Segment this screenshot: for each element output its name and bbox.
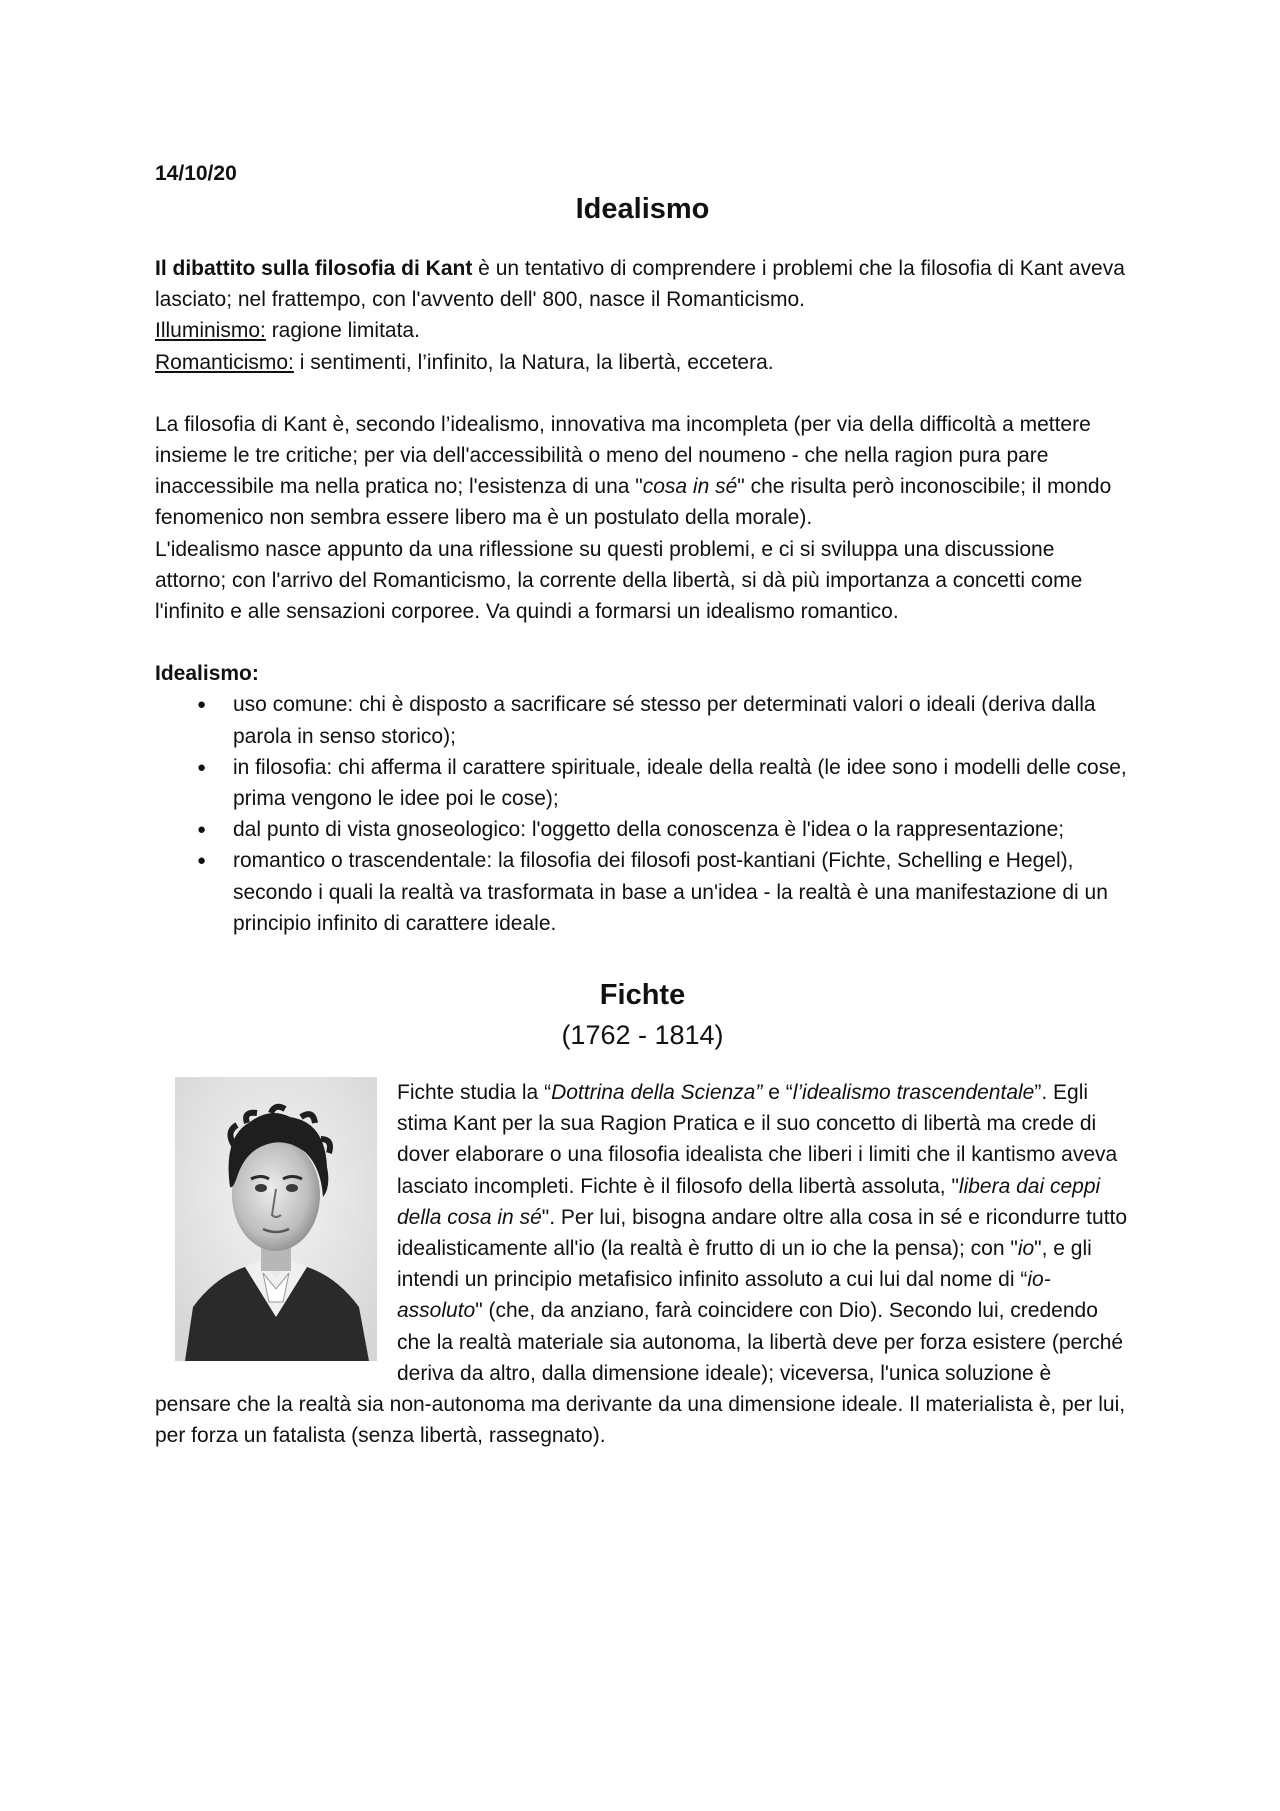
document-content	[155, 158, 1130, 1452]
idealismo-list	[155, 689, 1130, 939]
kant-text-1: La filosofia di Kant è, secondo l’idealismo, innovativa ma incompleta (per via della difficoltà a mettere insieme le tre critiche; per via dell'accessibilità o meno del noumeno - che nella ragion pura pare inaccessibile ma nella pratica no; l'esistenza di una "	[155, 412, 1091, 499]
bio-text: ", e gli intendi un principio metafisico infinito assoluto a cui lui dal nome di “	[397, 1237, 1092, 1292]
kant-paragraph	[155, 409, 1130, 534]
bio-italic: io	[1017, 1237, 1035, 1261]
intro-bold-lead: Il dibattito sulla filosofia di Kant	[155, 257, 473, 280]
page-title: Idealismo	[575, 193, 710, 225]
list-item: ● uso comune: chi è disposto a sacrificare sé stesso per determinati valori o ideali (deriva dalla parola in senso storico);	[233, 689, 1130, 751]
document-date: 14/10/20	[155, 162, 237, 185]
fichte-dates: (1762 - 1814)	[561, 1020, 724, 1051]
bio-italic: l’idealismo trascendentale	[792, 1081, 1035, 1105]
portrait-image	[175, 1077, 377, 1361]
illuminismo-line	[155, 315, 1130, 346]
romanticismo-text: i sentimenti, l’infinito, la Natura, la libertà, eccetera.	[293, 350, 774, 374]
bio-italic: Dottrina della Scienza”	[551, 1081, 763, 1105]
intro-paragraph	[155, 253, 1130, 315]
illuminismo-text: ragione limitata.	[265, 319, 420, 343]
bio-text: e “	[762, 1081, 793, 1105]
idealismo-paragraph: L'idealismo nasce appunto da una riflessione su questi problemi, e ci si sviluppa una discussione attorno; con l'arrivo del Romanticismo, la corrente della libertà, si dà più importanza a concetti come l'infinito e alle sensazioni corporee. Va quindi a formarsi un idealismo romantico.	[155, 537, 1083, 624]
list-item: ● romantico o trascendentale: la filosofia dei filosofi post-kantiani (Fichte, Schelling e Hegel), secondo i quali la realtà va trasformata in base a un'idea - la realtà è una manifestazione di un principio infinito di carattere ideale.	[233, 845, 1130, 939]
spacer	[155, 627, 1130, 658]
bio-text: Fichte studia la “	[397, 1081, 552, 1105]
illuminismo-label: Illuminismo:	[155, 319, 266, 343]
bio-italic: libera dai ceppi della cosa in sé	[397, 1174, 1101, 1229]
bio-italic: io-assoluto	[397, 1268, 1051, 1323]
bio-text: ". Per lui, bisogna andare oltre alla cosa in sé e ricondurre tutto idealisticamente all'io (la realtà è frutto di un io che la pensa); con "	[397, 1205, 1128, 1261]
bio-text: ”. Egli stima Kant per la sua Ragion Pratica e il suo concetto di libertà ma crede di dover elaborare o una filosofia idealista che liberi i limiti che il kantismo aveva lasciato incompleti. Fichte è il filosofo della libertà assoluta, "	[397, 1081, 1118, 1198]
kant-text-2: " che risulta però inconoscibile; il mondo fenomenico non sembra essere libero ma è un postulato della morale).	[155, 475, 1112, 530]
intro-text: è un tentativo di comprendere i problemi che la filosofia di Kant aveva lasciato; nel frattempo, con l'avvento dell' 800, nasce il Romanticismo.	[155, 257, 1125, 312]
fichte-portrait	[175, 1077, 377, 1361]
romanticismo-label: Romanticismo:	[155, 350, 294, 374]
bio-text: " (che, da anziano, farà coincidere con Dio). Secondo lui, credendo che la realtà materiale sia autonoma, la libertà deve per forza esistere (perché deriva da altro, dalla dimensione ideale); viceversa, l'unica soluzione è pensare che la realtà sia non-autonoma ma derivante da una dimensione ideale. Il materialista è, per lui, per forza un fatalista (senza libertà, rassegnato).	[155, 1299, 1126, 1448]
kant-italic: cosa in sé	[642, 475, 738, 499]
list-item: ● dal punto di vista gnoseologico: l'oggetto della conoscenza è l'idea o la rappresentazione;	[233, 814, 1130, 845]
fichte-heading: Fichte	[599, 979, 686, 1012]
romanticismo-line	[155, 347, 1130, 378]
list-item: ● in filosofia: chi afferma il carattere spirituale, ideale della realtà (le idee sono i modelli delle cose, prima vengono le idee poi le cose);	[233, 752, 1130, 814]
spacer	[155, 378, 1130, 409]
idealismo-label: Idealismo:	[155, 662, 259, 686]
